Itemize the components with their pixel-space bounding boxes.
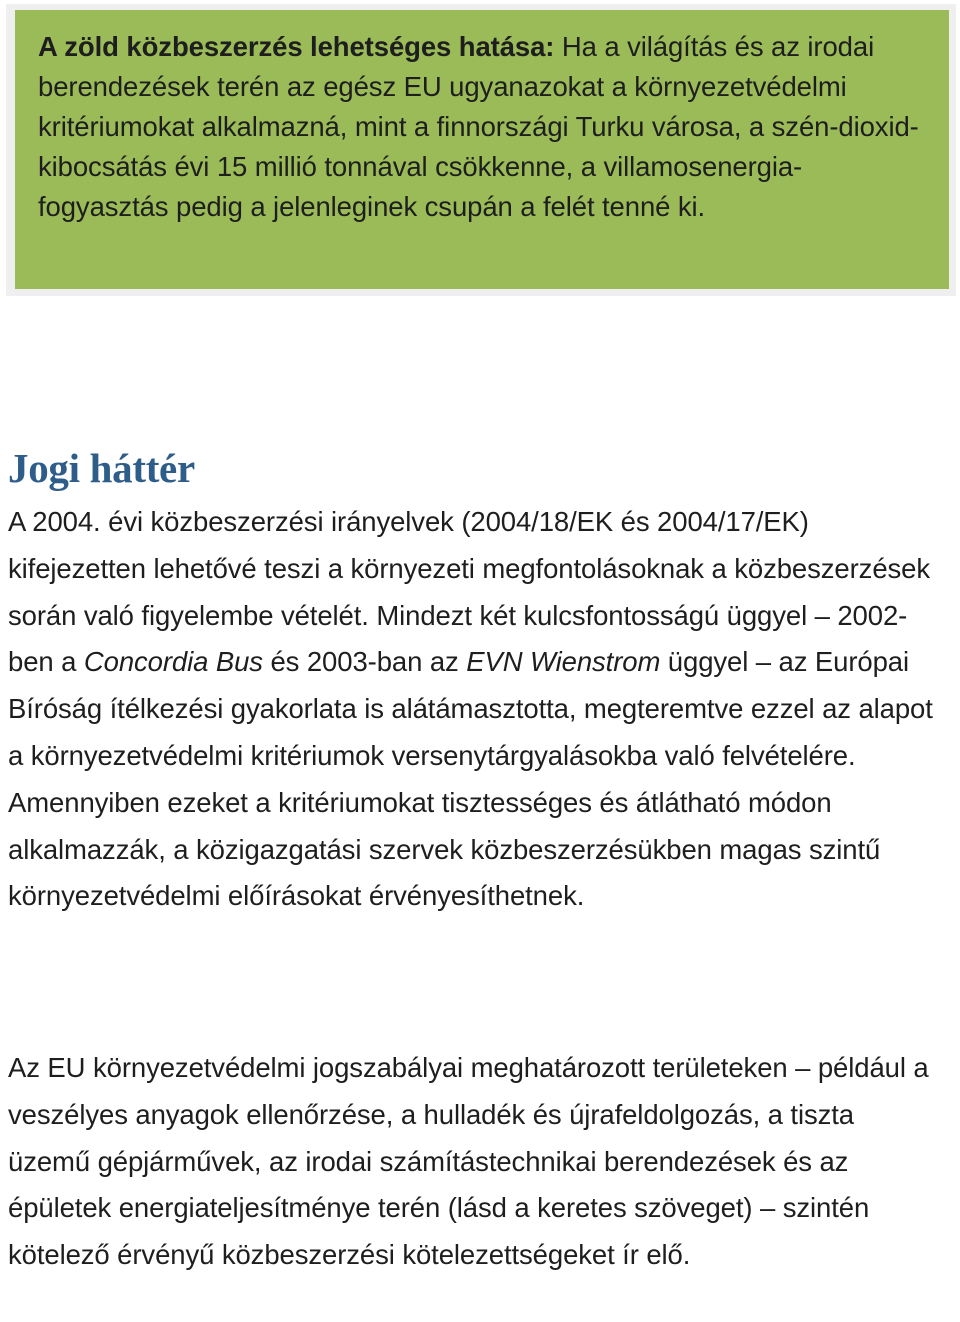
callout-lead: A zöld közbeszerzés lehetséges hatása: (38, 31, 555, 62)
paragraph1-part1: A 2004. évi közbeszerzési irányelvek (2004/18/EK és 2004/17/EK) kifejezetten lehetővé teszi a környezeti megfontolásoknak a közbeszerzések során való figyelembe vételét. Mindezt két kulcsfontosságú üggyel – 2002-ben a (8, 506, 931, 678)
section-heading: Jogi háttér (8, 445, 195, 491)
paragraph-eu-legislation: Az EU környezetvédelmi jogszabályai meghatározott területeken – például a veszélyes anyagok ellenőrzése, a hulladék és újrafeldolgozás, a tiszta üzemű gépjárművek, az irodai számítástechnikai berendezések és az épületek energiateljesítménye terén (lásd a keretes szöveget) – szintén kötelező érvényű közbeszerzési kötelezettségeket ír elő. (8, 1052, 929, 1271)
case-name-concordia-bus: Concordia Bus (83, 646, 263, 678)
case-name-evn-wienstrom: EVN Wienstrom (466, 646, 661, 678)
green-procurement-callout (15, 10, 949, 289)
paragraph1-part2: és 2003-ban az (262, 646, 467, 678)
paragraph-legal-background (8, 499, 938, 920)
paragraph1-part3: üggyel – az Európai Bíróság ítélkezési gyakorlata is alátámasztotta, megteremtve ezzel az alapot a környezetvédelmi kritériumok versenytárgyalásokba való felvételére. Amennyiben ezeket a kritériumokat tisztességes és átlátható módon alkalmazzák, a közigazgatási szervek közbeszerzésükben magas szintű környezetvédelmi előírásokat érvényesíthetnek. (8, 646, 933, 912)
callout-text: Ha a világítás és az irodai berendezések terén az egész EU ugyanazokat a környezetvédelmi kritériumokat alkalmazná, mint a finnországi Turku városa, a szén-dioxid-kibocsátás évi 15 millió tonnával csökkenne, a villamosenergia-fogyasztás pedig a jelenleginek csupán a felét tenné ki. (38, 31, 919, 222)
